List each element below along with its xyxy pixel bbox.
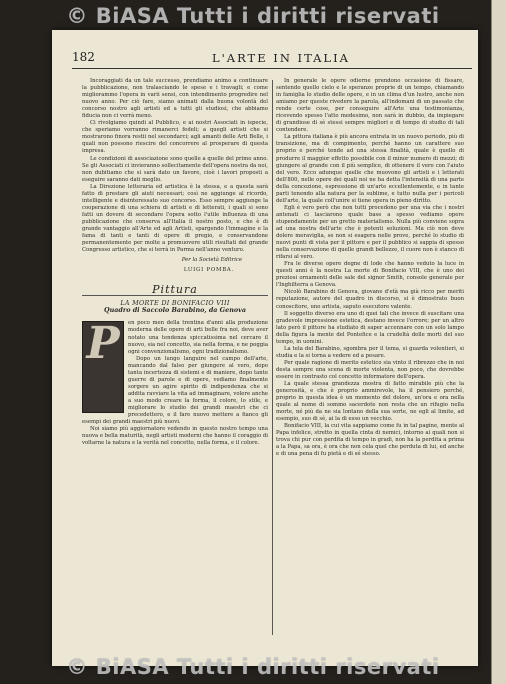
right-paragraph-9: La quale stessa grandezza mostra di fatto mirabile più che la generosità, e che è proprio ammirevole, ha il pensiero perché, proprio in questa idea è un momento del dolore, un'ora e ora nella quale al nome di sommo sacerdote non resta che un rifugio nella morte, né più da ne sia lontano della sua sorte, ne egli al limite, ad esempio, suo di sè, ai la di esso un vecchio.: [276, 381, 464, 423]
right-paragraph-10: Bonifacio VIII, la cui vita sappiamo come fu in tal pagine, mente al Papa infelice, stretto in quella cinta di nemici, intorno ai quali non si trova chi pur con perdita di tempo in gradi, non ha la perdita a prima a la Papa, sa ora, è ora che non cela quel che perduta di lui, ed anche e di una pena di fu pietà e di sé stesso.: [276, 423, 464, 458]
page-number: 182: [72, 50, 95, 64]
right-paragraph-8: Per quale ragione di merito estetico sia vinto il ribrezzo che in noi desta sempre una scena di morte violenta, non poco, che dovrebbe essere in contrasto col concetto informatore dell'opera.: [276, 359, 464, 380]
article-paragraph-3: Noi siamo più aggiornatore vedendo in questo nostro tempo una nuova e bella maturità, negli artisti moderni che hanno il coraggio di voltarne la natura e la verità nel concetto, nella forma, e il colore.: [82, 426, 268, 447]
watermark-bottom: © BiASA Tutti i diritti riservati: [66, 655, 440, 679]
right-paragraph-7: La tela del Barabino, sgombra per il tema, si guarda volentieri, si studia e la si torna a vedere ed a pesare.: [276, 345, 464, 359]
watermark-top: © BiASA Tutti i diritti riservati: [66, 4, 440, 28]
signature-name: LUIGI POMBA.: [183, 267, 234, 274]
page-header: [72, 50, 472, 69]
illuminated-initial: [82, 318, 124, 413]
article-body: [82, 320, 268, 447]
drop-cap-letter: P: [86, 318, 120, 370]
running-title: L'ARTE IN ITALIA: [212, 51, 350, 65]
right-paragraph-1: In generale le opere odierne prendono occasione di fissare, sentendo quello cielo e le speranze proprie di un tempo, chiamando in famiglia lo studio delle opere, e in un clima d'un lustro, anche non amiamo per queste rivedere la parola, all'indomani di un passato che rende certe cose, per conseguire all'Arte una testimonianza, ricevendo spesso l'atto medesimo, non sarà in dubbio, da impiegare di grandiose di sè stessi sempre migliori e di tempo di studio di tali contendere.: [276, 78, 464, 134]
article-title: LA MORTE DI BONIFACIO VIII: [120, 299, 230, 308]
right-paragraph-2: La pittura italiana è più ancora entrata in un nuovo periodo, più di transizione, ma di compimento, perché hanno un carattere suo proprio e perché tende ad una stessa finalità, quale è quello di produrre il maggior effetto possibile con il minor numero di mezzi; di giungere al grande con il più semplice, di ottenere il vero con l'aiuto del vero. Ecco adunque quelle che muovono gli artisti e i letterati dell'800, nelle opere dei quali noi ne ha detta l'intensità di una parte della concezione, espressione di un'arte eccellentemente, e in tante parti tenendo alla natura per la sublime, e tutto nulla per i pericoli dell'arte, la quale coll'unire si tiene opera in pieno diritto.: [276, 134, 464, 204]
adjacent-page-edge: [491, 0, 506, 684]
right-paragraph-5: Nicolò Barabino di Genova, giovane d'età ma già ricco per meriti reputazione, autore del quadro in discorso, si è dimostrato buon conoscitore, uno artista, saputo esecutore valente.: [276, 289, 464, 310]
intro-paragraph-4: La Direzione letteraria ed artistica è la stessa, e a questa sarà fatto di prestare gli aiuti necessari; così ne aggiunge al ricordo, intelligente e disinteressato suo concorso. Esso sempre aggiunge la cooperazione di una schiera di artisti e di letterati, i quali si sono fatti un dovere di secondare l'opera sotto l'utile influenza di una pubblicazione che conserva all'Italia il nostro posto, e che è di grande vantaggio all'Arte ed agli Artisti, spargendo l'immagine e la fama di tanti e tanti di opere di pregio, e conservandone permanentemente per molte a promuovere utili risultati del grande Congresso artistico, che si terrà in Parma nell'anno venturo.: [82, 183, 268, 254]
column-divider: [272, 80, 273, 635]
intro-paragraph-1: Incoraggiati da un tale successo, prendiamo animo a continuare la pubblicazione, non tralasciando le spese e i travagli; e come migliorammo l'opera in varii sensi, con intendimento progredire nel nuovo anno. Per ciò fare, siamo animati dalla buona volontà del concorso nostro agli artisti ed a tutti gli studiosi, che abbiamo fiducia non ci verrà meno.: [82, 78, 268, 120]
right-paragraph-3: Egli è vero però che non tutti procedono per una via che i nostri antenati ci lasciarono quale base a spesso vediamo opere stupendamente per un gretto materialismo. Nulla più conviene sopra ad una nostra dell'arte che è potenti soluzioni. Ma ciò non deve dolere meraviglia, se non si esagera nelle prove, perché lo studio di nuovi punti di vista per il pittore e per il pubblico si sappia di spesso nella conservazione di quelle grandi bellezze, il cuore non è stanco di rifarsi al vero.: [276, 204, 464, 261]
intro-paragraph-2: Ci rivolgiamo quindi al Pubblico, e ai nostri Associati in ispecie, che speriamo vorranno rimanerci fedeli; a quegli artisti che si mostrarono finora restii nel secondarci; agli amanti delle Arti Belle, i quali non possono riescire del concorrere al prosperare di questa impresa.: [82, 120, 268, 155]
section-title: Pittura: [82, 286, 268, 296]
right-column: [276, 78, 464, 638]
intro-paragraph-3: Le condizioni di associazione sono quelle a quelle del primo anno. Se gli Associati ci invieranno sollecitamente dell'opera nostra da noi, non dubitiamo che si sarà dato un favore, cioè i lavori proposti a eseguire saranno dati meglio.: [82, 155, 268, 183]
right-paragraph-4: Fra le diverse opere degne di lode che hanno veduto la luce in questi anni è la nostra La morte di Bonifacio VIII, che è uno dei preziosi ornamenti delle sale del signor Smith, console generale per l'Inghilterra a Genova.: [276, 261, 464, 289]
left-column: [82, 78, 268, 638]
signature-publisher: Per la Società Editrice: [181, 257, 242, 264]
article-paragraph-2: Dopo un lungo languire nel campo dell'arte, mancando dal falso per giungere al vero, dopo tanta incertezza di sistemi e di maniere, dopo tante guerre di parole e di opere, vediamo finalmente sorgere un agire spirito di indipendenza che si addita ravviare la vita ad immaginare, volere anche a suo modo creare la forma, il colore, lo stile, e migliorare lo studio dei grandi maestri che ci precedettero, e il fare nuovo mettere a fianco gli esempi dei grandi maestri più nuovi.: [82, 355, 268, 426]
article-subtitle: Quadro di Saccolo Barabino, da Genova: [104, 306, 246, 315]
article-paragraph-1: en poco men della trentina d'anni alla produzione moderna delle opere di arti belle fra noi, deve aver notato una tendenza spiccatissima nel cercare il nuovo, sia nel concetto, sia nella forma, e ne poggia ogni convenzionalismo, ogni tradizionalismo.: [128, 320, 268, 355]
right-paragraph-6: Il soggetto diverso era uno di quei tali che invece di suscitare una gradevole impressione estetica, destano invece l'orrore; per un altro lato però il pittore ha studiato di saper accennare con un solo lampo della figura la mente del Pontefice e la crudeltà delle morti del suo tempo, in uomini.: [276, 310, 464, 345]
